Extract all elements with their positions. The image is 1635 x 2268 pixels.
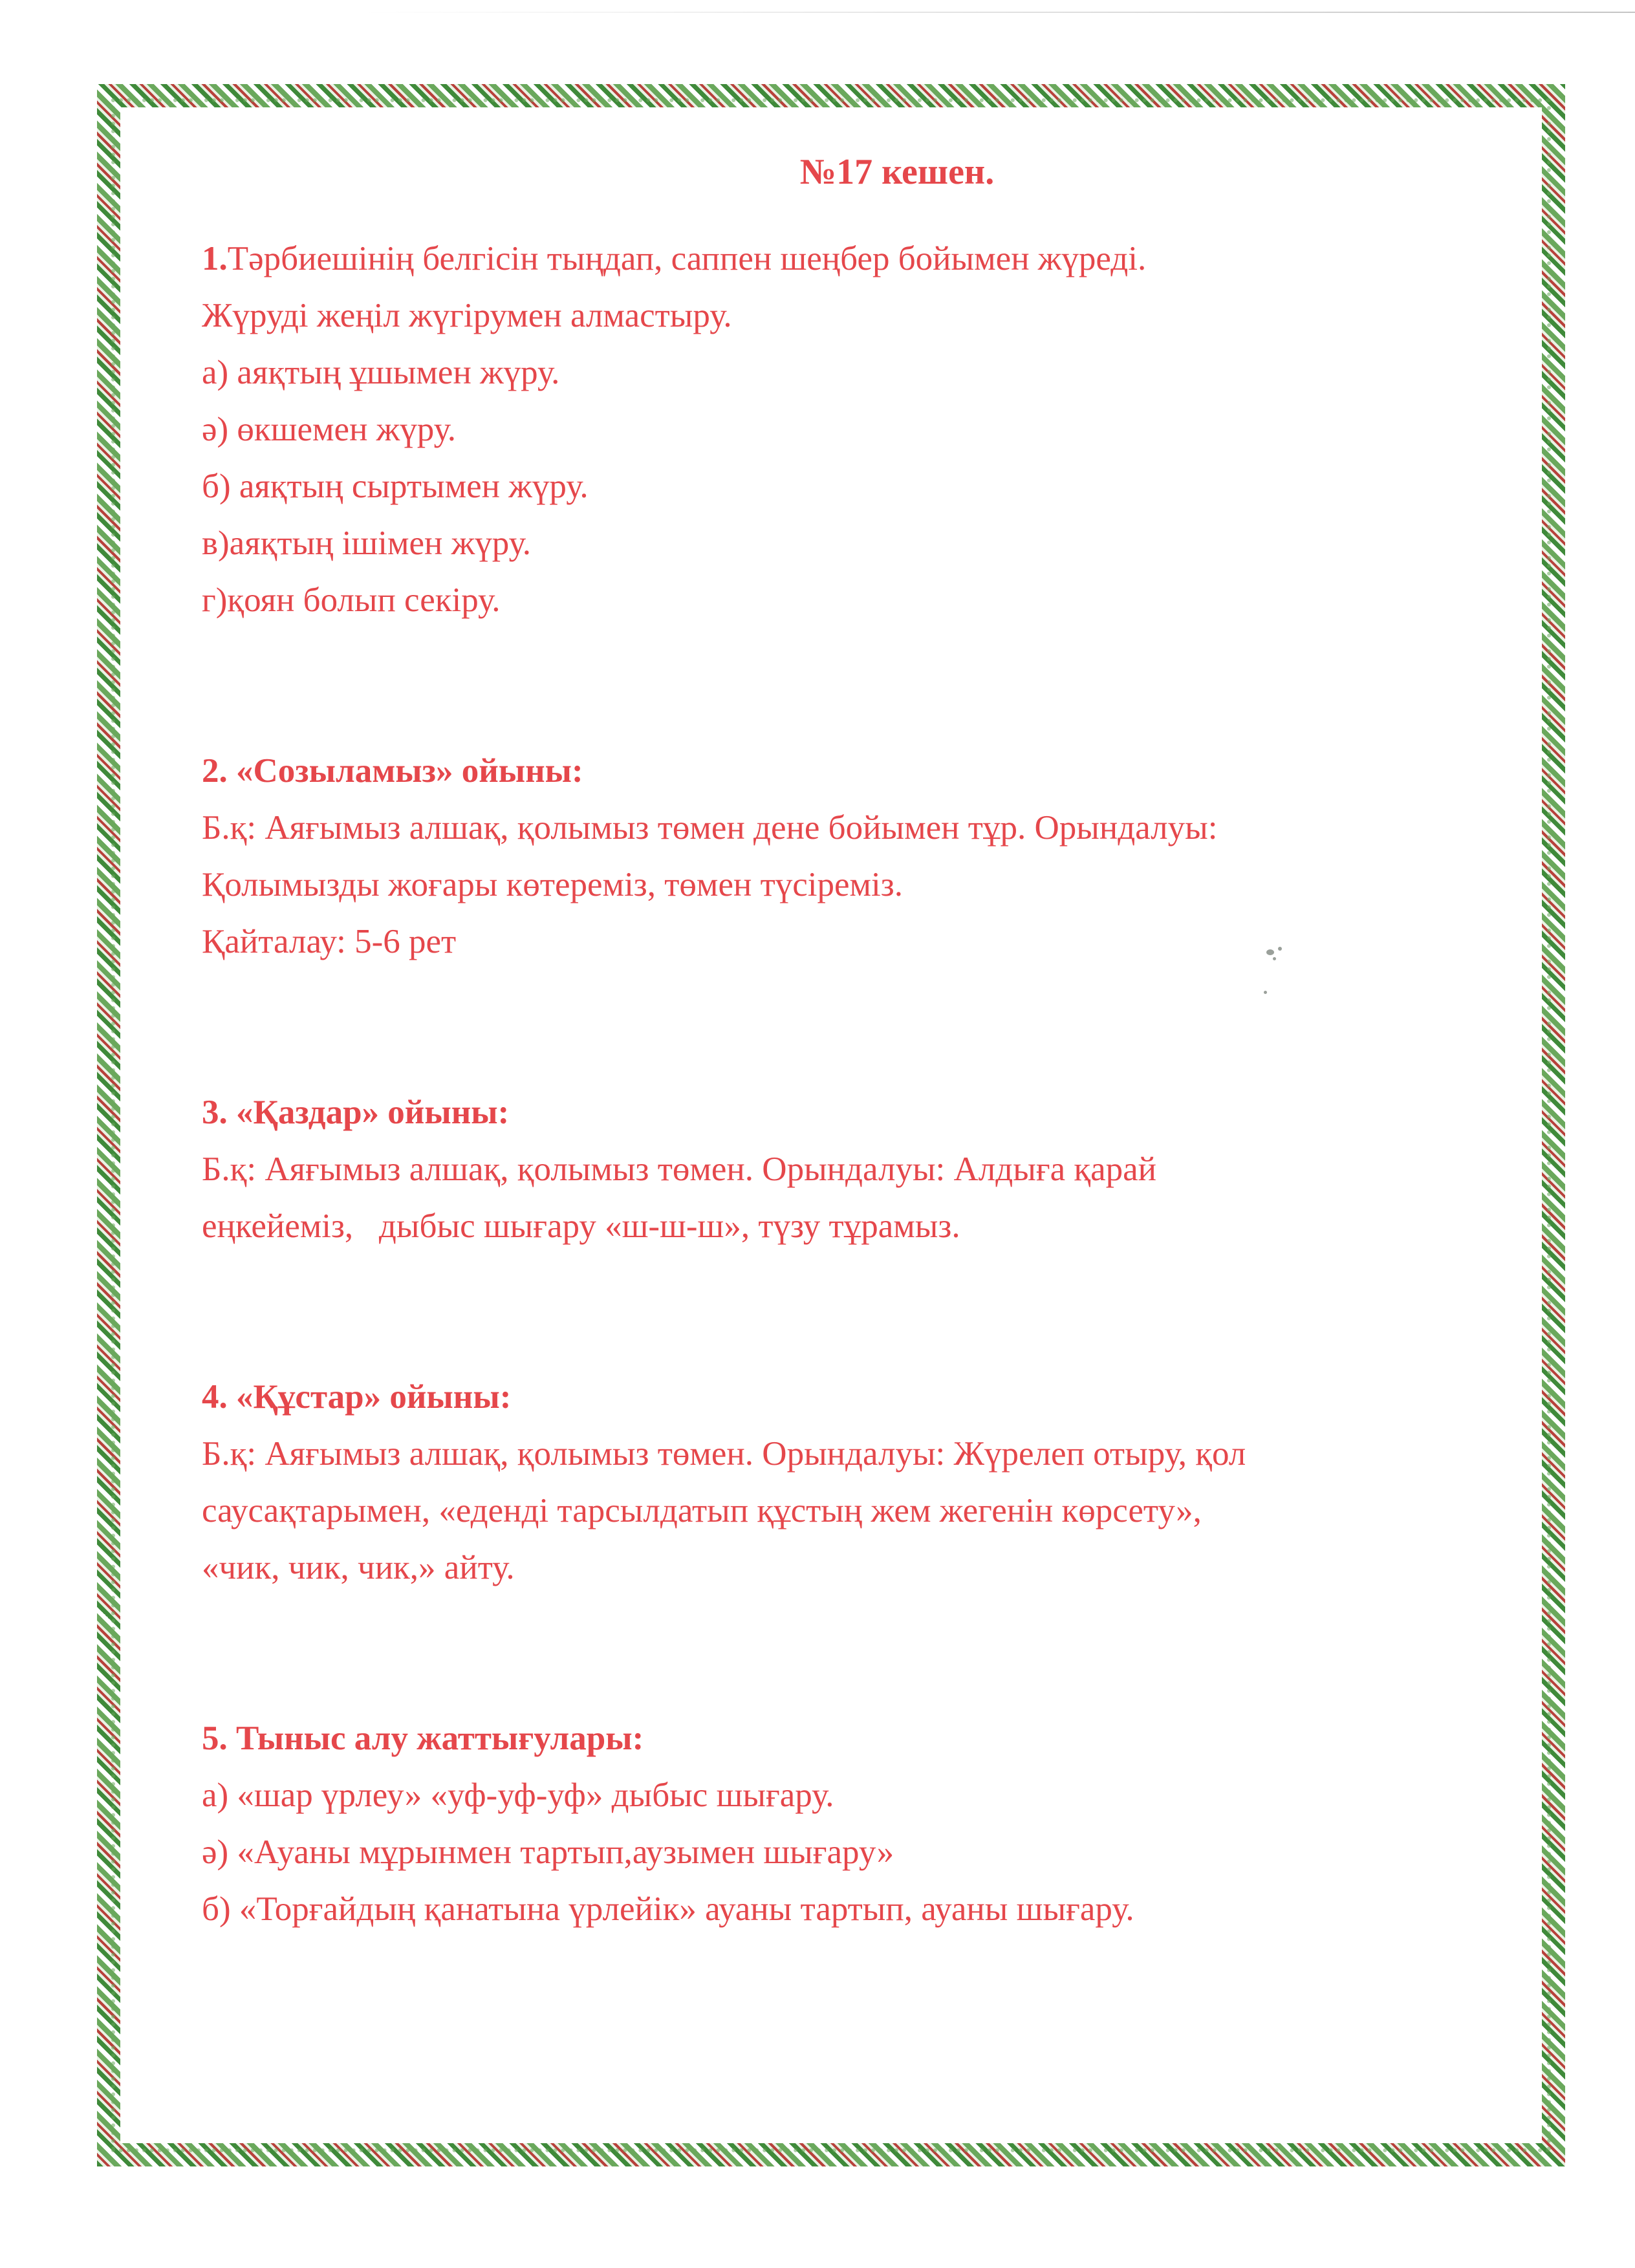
section-1-number: 1. xyxy=(202,240,228,277)
section-1-line-1 xyxy=(202,230,1515,287)
document-content xyxy=(202,144,1515,1938)
section-4-line-1: Б.қ: Аяғымыз алшақ, қолымыз төмен. Орындалуы: Жүрелеп отыру, қол xyxy=(202,1435,1246,1473)
section-5-line-2: ә) «Ауаны мұрынмен тартып,аузымен шығару» xyxy=(202,1833,894,1871)
section-4-heading: 4. «Құстар» ойыны: xyxy=(202,1378,512,1416)
section-3-line-1: Б.қ: Аяғымыз алшақ, қолымыз төмен. Орындалуы: Алдыға қарай xyxy=(202,1150,1157,1188)
section-4-line-3: «чик, чик, чик,» айту. xyxy=(202,1549,515,1586)
section-1-line-2: Жүруді жеңіл жүгірумен алмастыру. xyxy=(202,297,732,334)
section-3-line-2: еңкейеміз, дыбыс шығару «ш-ш-ш», түзу тұрамыз. xyxy=(202,1207,960,1245)
section-1-line-7: г)қоян болып секіру. xyxy=(202,581,501,619)
section-2-line-1: Б.қ: Аяғымыз алшақ, қолымыз төмен дене бойымен тұр. Орындалуы: xyxy=(202,809,1218,847)
section-1-line-6: в)аяқтың ішімен жүру. xyxy=(202,524,532,562)
section-3-heading: 3. «Қаздар» ойыны: xyxy=(202,1094,510,1131)
section-1 xyxy=(202,230,1515,629)
section-1-line-1-text: Тәрбиешінің белгісін тыңдап, саппен шеңбер бойымен жүреді. xyxy=(227,240,1147,277)
section-1-line-5: б) аяқтың сыртымен жүру. xyxy=(202,468,589,505)
section-3 xyxy=(202,1084,1515,1255)
section-5-heading: 5. Тыныс алу жаттығулары: xyxy=(202,1720,644,1757)
section-4-line-2: саусақтарымен, «еденді тарсылдатып құстың жем жегенін көрсету», xyxy=(202,1492,1202,1529)
section-4 xyxy=(202,1368,1515,1596)
section-5 xyxy=(202,1710,1515,1938)
section-2 xyxy=(202,742,1515,970)
section-5-line-3: б) «Торғайдың қанатына үрлейік» ауаны тартып, ауаны шығару. xyxy=(202,1890,1134,1928)
section-2-line-2: Қолымызды жоғары көтереміз, төмен түсіреміз. xyxy=(202,866,903,903)
section-2-line-3: Қайталау: 5-6 рет xyxy=(202,923,457,960)
section-2-heading: 2. «Созыламыз» ойыны: xyxy=(202,752,583,790)
section-1-line-3: а) аяқтың ұшымен жүру. xyxy=(202,354,560,391)
document-title: №17 кешен. xyxy=(799,152,995,192)
section-1-line-4: ә) өкшемен жүру. xyxy=(202,411,457,448)
section-5-line-1: а) «шар үрлеу» «уф-уф-уф» дыбыс шығару. xyxy=(202,1777,834,1814)
scan-edge-line xyxy=(362,12,1635,13)
